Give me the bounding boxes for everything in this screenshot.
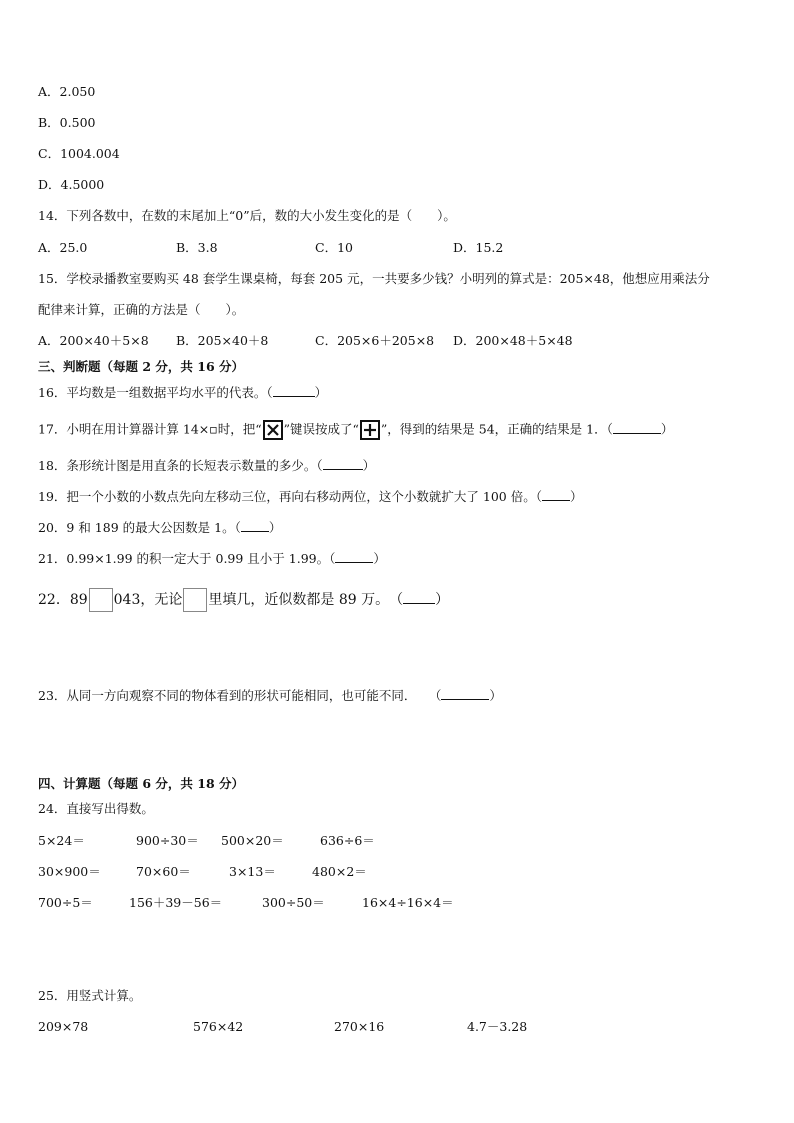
calc-item: 500×20＝: [221, 833, 284, 848]
vertical-calc-item: 4.7－3.28: [467, 1019, 528, 1034]
q15-question-line1: 15．学校录播教室要购买 48 套学生课桌椅，每套 205 元，一共要多少钱？小明列的算式是：205×48，他想应用乘法分: [38, 271, 710, 286]
vertical-calc-item: 270×16: [334, 1019, 385, 1034]
calc-item: 156＋39－56＝: [129, 895, 223, 910]
q16-text: 16．平均数是一组数据平均水平的代表。（: [38, 385, 273, 400]
q19-statement: [38, 489, 582, 505]
q13-option-a: A．2.050: [38, 84, 96, 99]
q14-option-b: B．3.8: [176, 240, 218, 255]
q13-option-d: D．4.5000: [38, 177, 105, 192]
q22-digit-box[interactable]: [89, 588, 113, 612]
q20-statement: [38, 520, 281, 536]
vertical-calc-item: 576×42: [193, 1019, 244, 1034]
q24-title: 24．直接写出得数。: [38, 801, 154, 816]
q19-close-paren: ）: [569, 489, 583, 504]
q22-answer-blank[interactable]: [403, 592, 435, 604]
calc-item: 480×2＝: [312, 864, 367, 879]
q17-text-part1: 17．小明在用计算器计算 14×▫时，把“: [38, 421, 262, 437]
calc-item: 16×4÷16×4＝: [362, 895, 454, 910]
q22-digit-box-reference: [183, 588, 207, 612]
q15-option-a: A．200×40＋5×8: [38, 333, 149, 348]
calc-item: 900÷30＝: [136, 833, 199, 848]
q14-question: 14．下列各数中，在数的末尾加上“0”后，数的大小发生变化的是（ ）。: [38, 208, 456, 223]
calc-item: 5×24＝: [38, 833, 85, 848]
q18-close-paren: ）: [362, 458, 376, 473]
q21-statement: [38, 551, 386, 567]
q20-close-paren: ）: [268, 520, 282, 535]
section-4-heading: 四、计算题（每题 6 分，共 18 分）: [38, 776, 245, 791]
q15-option-c: C．205×6＋205×8: [315, 333, 435, 348]
q16-close-paren: ）: [314, 385, 328, 400]
q13-option-b: B．0.500: [38, 115, 96, 130]
q22-text-part3: 里填几，近似数都是 89 万。 （: [208, 592, 404, 608]
plus-key-icon: [360, 420, 380, 440]
q16-answer-blank[interactable]: [273, 385, 315, 397]
q23-answer-blank[interactable]: [441, 688, 489, 700]
calc-item: 3×13＝: [229, 864, 276, 879]
q14-option-a: A．25.0: [38, 240, 88, 255]
q22-text-part2: 043，无论: [113, 592, 183, 608]
q25-title: 25．用竖式计算。: [38, 988, 142, 1003]
q17-close-paren: ）: [660, 421, 674, 437]
q22-close-paren: ）: [435, 592, 450, 608]
q18-answer-blank[interactable]: [323, 458, 363, 470]
q17-text-part3: ”，得到的结果是 54，正确的结果是 1．（: [380, 421, 613, 437]
calc-item: 30×900＝: [38, 864, 101, 879]
q19-answer-blank[interactable]: [542, 489, 570, 501]
q18-text: 18．条形统计图是用直条的长短表示数量的多少。（: [38, 458, 323, 473]
q17-answer-blank[interactable]: [613, 422, 661, 434]
q21-close-paren: ）: [373, 551, 386, 566]
q23-statement: [38, 688, 502, 704]
calc-item: 300÷50＝: [262, 895, 325, 910]
q22-text-part1: 22．89: [38, 592, 88, 608]
q14-option-c: C．10: [315, 240, 353, 255]
q20-answer-blank[interactable]: [241, 520, 269, 532]
q17-text-part2: ”键误按成了“: [283, 421, 359, 437]
q21-answer-blank[interactable]: [335, 551, 373, 563]
q20-text: 20．9 和 189 的最大公因数是 1。（: [38, 520, 241, 535]
q16-statement: [38, 385, 327, 401]
q14-option-d: D．15.2: [453, 240, 504, 255]
q22-statement: [38, 588, 449, 612]
q15-question-line2: 配律来计算，正确的方法是（ ）。: [38, 302, 245, 317]
times-key-icon: [263, 420, 283, 440]
vertical-calc-item: 209×78: [38, 1019, 89, 1034]
section-3-heading: 三、判断题（每题 2 分，共 16 分）: [38, 359, 245, 374]
q17-statement: [38, 420, 673, 440]
calc-item: 70×60＝: [136, 864, 191, 879]
q21-text: 21．0.99×1.99 的积一定大于 0.99 且小于 1.99。（: [38, 551, 336, 566]
q23-close-paren: ）: [489, 688, 502, 703]
calc-item: 700÷5＝: [38, 895, 93, 910]
q15-option-b: B．205×40＋8: [176, 333, 269, 348]
calc-item: 636÷6＝: [320, 833, 375, 848]
q15-option-d: D．200×48＋5×48: [453, 333, 573, 348]
q23-text: 23．从同一方向观察不同的物体看到的形状可能相同，也可能不同． （: [38, 688, 442, 703]
q13-option-c: C．1004.004: [38, 146, 120, 161]
q19-text: 19．把一个小数的小数点先向左移动三位，再向右移动两位，这个小数就扩大了 100 倍。（: [38, 489, 542, 504]
q18-statement: [38, 458, 375, 474]
